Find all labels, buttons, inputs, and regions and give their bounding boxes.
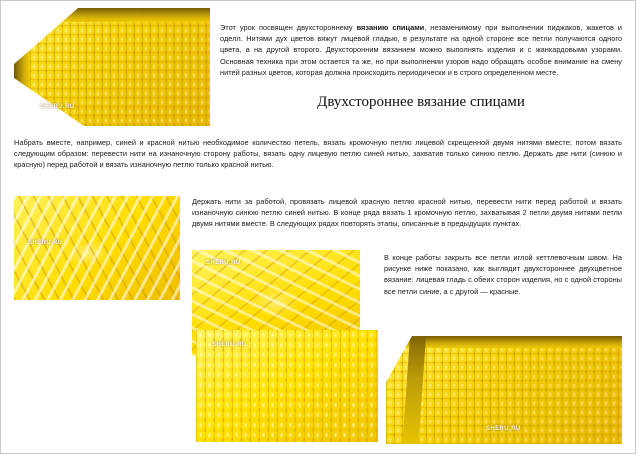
photo-corner-cut-bottom-left [14, 78, 84, 126]
image-knit-swatch-bottom-right [386, 336, 622, 444]
paragraph-3: Держать нити за работой, провязать лицевой красную петлю красной нитью, перевести нити перед работой и вязать изнаночную синюю петлю синей нитью. В конце ряда вязать 1 кромочную петлю, захватывая 2 петли двумя нитями петли двумя нитями вместе. В следующих рядах повторять этапы, описанные в предыдущих пунктах. [192, 197, 622, 229]
image-knit-swatch-top-left [14, 8, 210, 126]
intro-text-prefix: Этот урок посвящен двухстороннему [220, 23, 357, 32]
photo-corner-cut-top-left [14, 8, 78, 64]
intro-text-bold: вязанию спицами [356, 23, 425, 32]
watermark-text: SHERU.RU [40, 104, 75, 110]
page-title: Двухстороннее вязание спицами [317, 94, 525, 110]
watermark-text: SHERU.RU [28, 240, 63, 246]
intro-paragraph [220, 22, 622, 78]
knit-texture [14, 196, 180, 300]
watermark-text: SHERU.RU [486, 426, 521, 432]
image-knit-loops-left [14, 196, 180, 300]
watermark-text: SHERU.RU [212, 342, 247, 348]
intro-text-rest: , незаменимому при выполнении пиджаков, жакетов и оделл. Нитями дух цветов вяжут лицевой гладью, в результате на одной стороне все петли получаются одного цвета, а на другой второго. Двухсторонним вязанием можно выполнять изделия и с жанкардовыми узорами. Основная техника при этом остается та же, но при выполнении узоров надо обращать особое внимание на смену нитей разных цветов, которая должна происходить периодически и в строго определенном месте. [220, 23, 622, 77]
image-knit-swatch-bottom-center [196, 330, 378, 442]
photo-corner-cut-top-left [386, 336, 412, 382]
paragraph-4: В конце работы закрыть все петли иглой кеттлевочным швом. На рисунке ниже показано, как выглядит двухстороннее двухцветное вязание: лицевая гладь с обеих сторон изделия, но с одной стороны все петли синие, а с другой — красные. [384, 253, 622, 296]
watermark-text: SHERU.RU [206, 260, 241, 266]
paragraph-2: Набрать вместе, например, синей и красной нитью необходимое количество петель, вязать кромочную петлю лицевой скрещенной двумя нитями вместе; потом вязать следующим образом: перевести нити на изнаночную сторону работы, вязать одну лицевую петлю синей нитью, захватив только синюю петлю. Держать две нити (синюю и красную) перед работой и вязать изнаночную петлю только красной нитью. [14, 138, 622, 170]
